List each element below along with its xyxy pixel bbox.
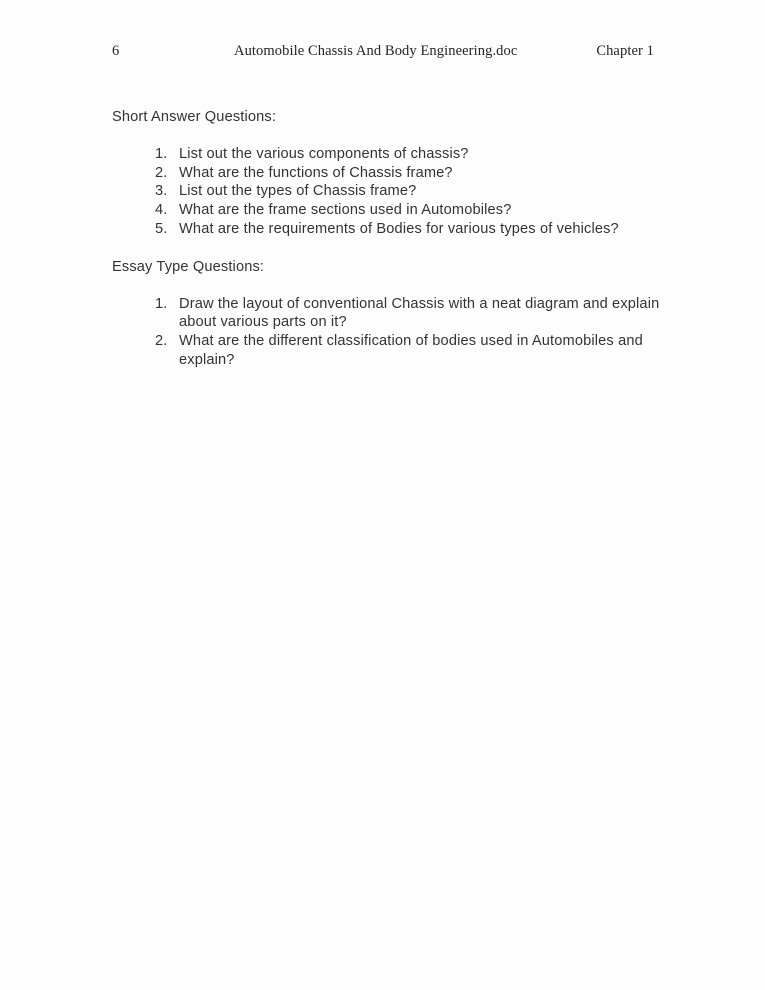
list-item [112,182,660,201]
list-item-text: List out the various components of chassis? [179,146,469,162]
list-item-number: 1. [155,146,168,162]
list-item [112,164,660,183]
chapter-label: Chapter 1 [596,43,654,59]
list-item-number: 4. [155,202,168,219]
section-heading-essay-type: Essay Type Questions: [112,258,265,275]
list-item-text: What are the functions of Chassis frame? [179,164,453,181]
spacer [112,239,672,258]
list-item-text: List out the types of Chassis frame? [179,183,417,200]
list-item [112,145,660,164]
running-header [112,43,654,60]
list-item-text: Draw the layout of conventional Chassis with a neat diagram and explain about various parts on it? [179,295,660,331]
list-item-number: 1. [155,295,168,312]
list-item [112,332,660,369]
document-body [112,108,672,369]
essay-question-list [112,295,660,370]
list-item-text: What are the different classification of bodies used in Automobiles and explain? [179,332,643,368]
page-number: 6 [112,43,120,59]
list-item [112,220,660,239]
spacer [112,127,672,145]
list-item-number: 2. [155,164,168,181]
spacer [112,277,672,295]
list-item-text: What are the frame sections used in Automobiles? [179,202,512,219]
list-item-number: 3. [155,183,168,200]
list-item [112,295,660,332]
list-item [112,201,660,220]
list-item-number: 2. [155,332,168,349]
short-answer-question-list [112,145,660,239]
document-title: Automobile Chassis And Body Engineering.doc [234,43,518,59]
list-item-text: What are the requirements of Bodies for various types of vehicles? [179,220,619,237]
section-heading-short-answer: Short Answer Questions: [112,109,277,125]
list-item-number: 5. [155,220,168,237]
